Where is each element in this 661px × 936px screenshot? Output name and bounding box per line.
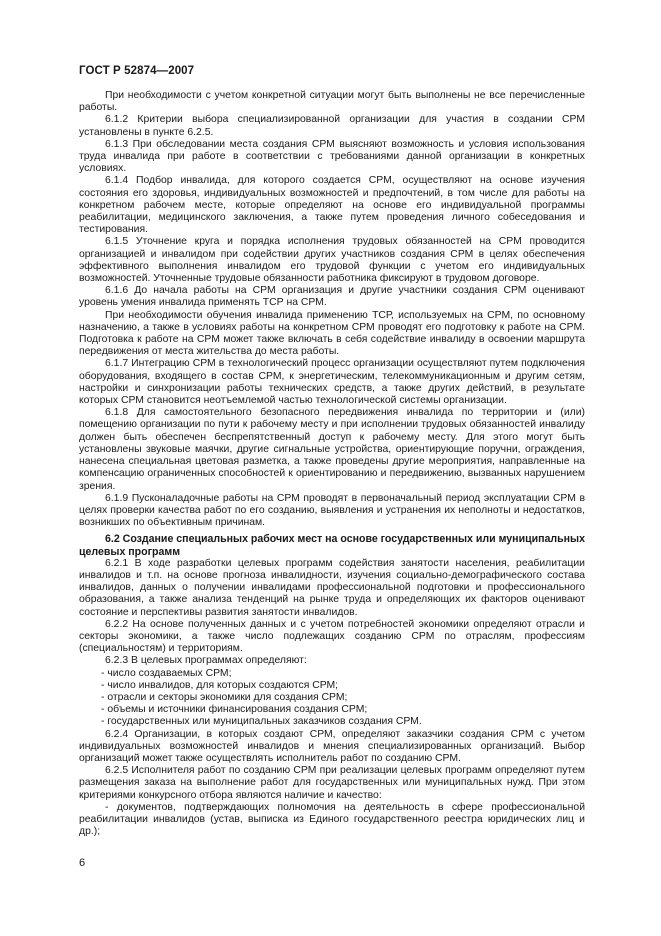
paragraph: При необходимости с учетом конкретной ситуации могут быть выполнены не все перечисленные работы. bbox=[79, 90, 585, 114]
list-item: - число инвалидов, для которых создаются СРМ; bbox=[101, 679, 339, 691]
paragraph: - документов, подтверждающих полномочия на деятельность в сфере профессиональной реабилитации инвалидов (устав, выписка из Единого государственного реестра юридических лиц и др.); bbox=[79, 801, 585, 838]
paragraph: При необходимости обучения инвалида применению ТСР, используемых на СРМ, по основному назначению, а также в условиях работы на конкретном СРМ проводят его подготовку к работе на СРМ. Подготовка к работе на СРМ может также включать в себя содействие инвалиду в освоении маршрута передвижения от места жительства до места работы. bbox=[79, 309, 585, 358]
page-number: 6 bbox=[79, 857, 86, 869]
paragraph-6-1-8: 6.1.8 Для самостоятельного безопасного передвижения инвалида по территории и (или) помещению организации по пути к рабочему месту и при исполнении трудовых обязанностей инвалиду должен быть обеспечен беспрепятственный доступ к рабочему месту. Для этого могут быть установлены звуковые маячки, другие сигнальные устройства, ориентирующие поручни, ограждения, нанесена специальная цветовая разметка, а также проведены другие мероприятия, направленные на компенсацию ограниченных способностей к ориентированию и передвижению, вызванных нарушением зрения. bbox=[79, 407, 585, 492]
page-body bbox=[79, 90, 585, 838]
list-item: - объемы и источники финансирования создания СРМ; bbox=[101, 704, 368, 716]
paragraph-6-2-5: 6.2.5 Исполнителя работ по созданию СРМ при реализации целевых программ определяют путем размещения заказа на выполнение работ для государственных или муниципальных нужд. При этом критериями конкурсного отбора являются наличие и качество: bbox=[79, 765, 585, 801]
paragraph-6-1-7: 6.1.7 Интеграцию СРМ в технологический процесс организации осуществляют путем подключения оборудования, входящего в состав СРМ, к энергетическим, телекоммуникационным и другим сетям, настройки и синхронизации работы технических средств, а также других действий, в результате которых СРМ становится неотъемлемой частью технологической системы организации. bbox=[79, 358, 585, 407]
paragraph-6-2-3: 6.2.3 В целевых программах определяют: bbox=[105, 655, 307, 667]
section-heading-6-2: 6.2 Создание специальных рабочих мест на основе государственных или муниципальных целевых программ bbox=[79, 533, 585, 558]
paragraph-6-1-6: 6.1.6 До начала работы на СРМ организация и другие участники создания СРМ оценивают уровень умения инвалида применять ТСР на СРМ. bbox=[79, 285, 585, 309]
paragraph-6-1-3: 6.1.3 При обследовании места создания СРМ выясняют возможность и условия использования труда инвалида при работе в соответствии с требованиями данной организации в конкретных условиях. bbox=[79, 138, 585, 175]
list-item: - государственных или муниципальных заказчиков создания СРМ. bbox=[101, 716, 422, 728]
paragraph-6-1-5: 6.1.5 Уточнение круга и порядка исполнения трудовых обязанностей на СРМ проводится организацией и инвалидом при содействии других участников создания СРМ в целях обеспечения эффективного выполнения инвалидом его трудовой функции с учетом его индивидуальных возможностей. Уточненные трудовые обязанности работника фиксируют в трудовом договоре. bbox=[79, 236, 585, 285]
paragraph-6-2-1: 6.2.1 В ходе разработки целевых программ содействия занятости населения, реабилитации инвалидов и т.п. на основе прогноза инвалидности, изучения социально-демографического состава инвалидов, данных о получении инвалидами профессиональной подготовки и профессионального образования, а также анализа тенденций на рынке труда и определяющих их факторов оценивают состояние и перспективы развития занятости инвалидов. bbox=[79, 557, 585, 618]
standard-designation: ГОСТ Р 52874—2007 bbox=[79, 65, 195, 77]
paragraph-6-1-2: 6.1.2 Критерии выбора специализированной организации для участия в создании СРМ установлены в пункте 6.2.5. bbox=[79, 114, 585, 138]
list-item: - число создаваемых СРМ; bbox=[101, 667, 232, 679]
paragraph-6-2-4: 6.2.4 Организации, в которых создают СРМ, определяют заказчики создания СРМ с учетом индивидуальных возможностей инвалидов и мнения специализированных организаций. Выбор организаций может также осуществлять исполнитель работ по созданию СРМ. bbox=[79, 728, 585, 764]
paragraph-6-2-2: 6.2.2 На основе полученных данных и с учетом потребностей экономики определяют отрасли и секторы экономики, а также число подлежащих созданию СРМ по отраслям, профессиям (специальностям) и территориям. bbox=[79, 618, 585, 655]
list-item: - отрасли и секторы экономики для создания СРМ; bbox=[101, 691, 348, 703]
paragraph-6-1-9: 6.1.9 Пусконаладочные работы на СРМ проводят в первоначальный период эксплуатации СРМ в целях проверки качества работ по его созданию, выявления и устранения их неполноты и недостатков, возникших по объективным причинам. bbox=[79, 492, 585, 529]
paragraph-6-1-4: 6.1.4 Подбор инвалида, для которого создается СРМ, осуществляют на основе изучения состояния его здоровья, индивидуальных возможностей и предпочтений, в том числе для работы на конкретном рабочем месте, которые определяют на основе его индивидуальной программы реабилитации, медицинского заключения, а также путем проведения личного собеседования и тестирования. bbox=[79, 175, 585, 236]
